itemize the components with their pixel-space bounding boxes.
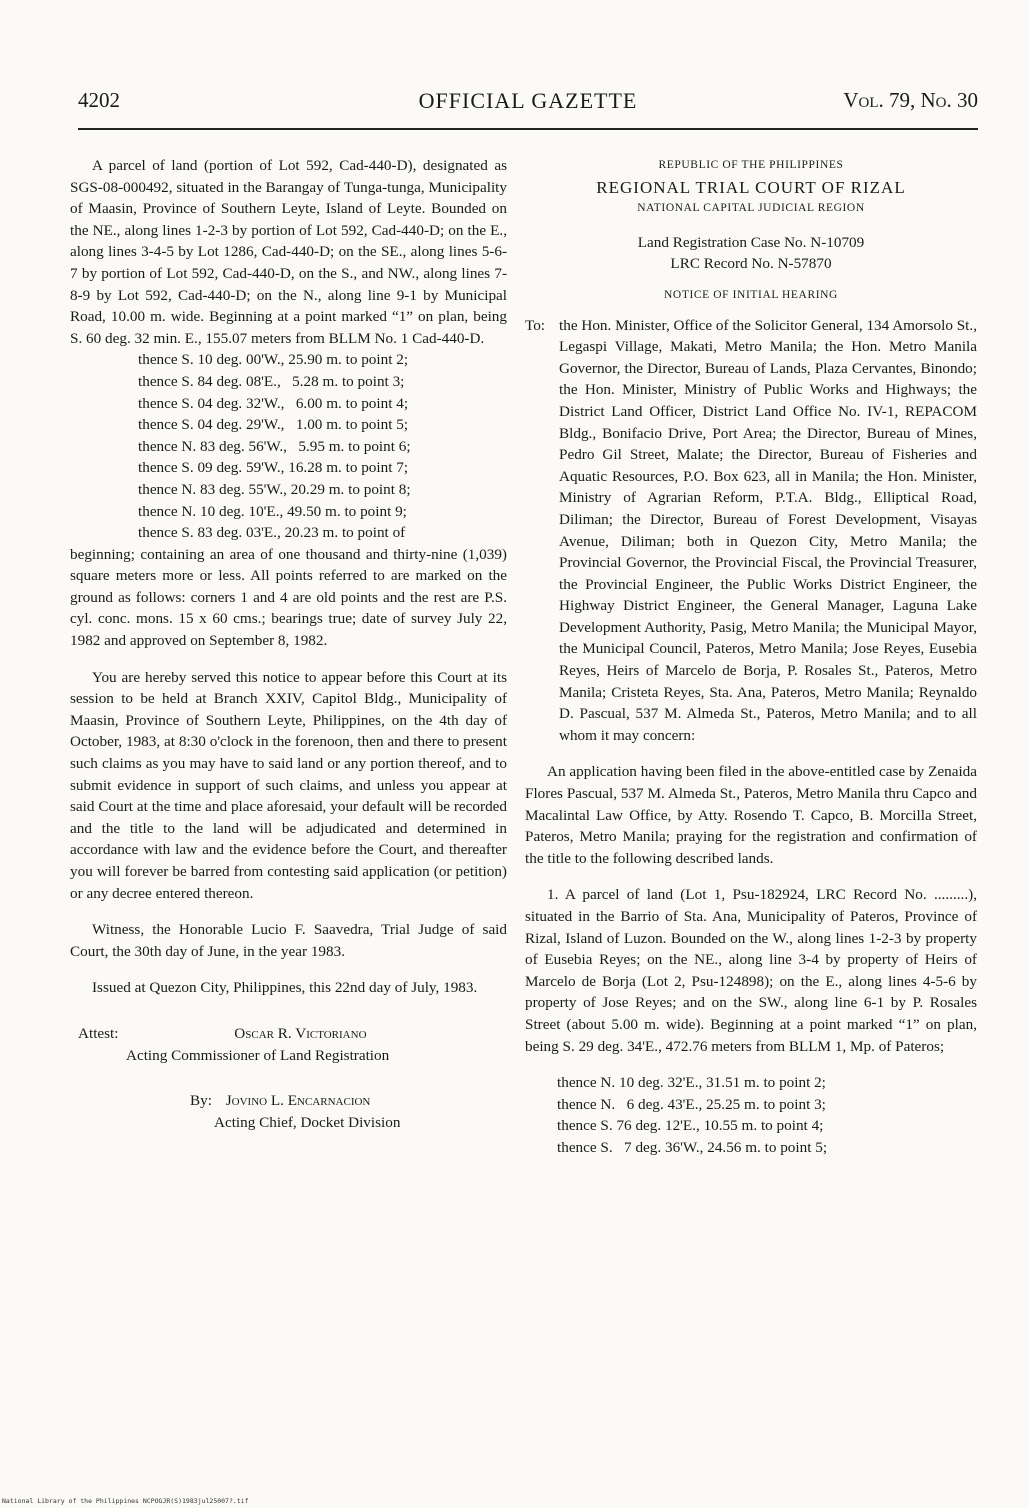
record-number: LRC Record No. N-57870 [670, 255, 832, 273]
addressees-list: the Hon. Minister, Office of the Solicitor General, 134 Amorsolo St., Legaspi Village, Makati, Metro Manila; the Hon. Metro Manila Governor, the Director, Bureau of Lands, Plaza Cervantes, Binondo; the Hon. Minister, Ministry of Public Works and Highways; the District Land Officer, District Land Office No. IV-1, REPACOM Bldg., Bonifacio Drive, Port Area; the Director, Bureau of Mines, Pedro Gil Street, Malate; the Director, Bureau of Fisheries and Aquatic Resources, P.O. Box 623, all in Manila; the Hon. Minister, Ministry of Agrarian Reform, P.T.A. Bldg., Elliptical Road, Diliman; the Director, Bureau of Forest Development, Visayas Avenue, Diliman; both in Quezon City, Metro Manila; the Provincial Governor, the Provincial Fiscal, the Provincial Treasurer, the Provincial Engineer, the Public Works District Engineer, the Highway District Engineer, the General Manager, Laguna Lake Development Authority, Pasig, Metro Manila; the Municipal Mayor, the Municipal Council, Pateros, Metro Manila; Jose Reyes, Eusebia Reyes, Heirs of Marcelo de Borja, P. Rosales St., Pateros, Metro Manila; Cristeta Reyes, Sta. Ana, Pateros, Metro Manila; Reynaldo D. Pascual, 537 M. Almeda St., Pateros, Metro Manila; and to all whom it may concern: [559, 316, 977, 744]
bearing-line: thence S. 04 deg. 29'W., 1.00 m. to point 5; [138, 416, 409, 434]
by-label: By: [190, 1092, 212, 1110]
bearing-line: thence S. 83 deg. 03'E., 20.23 m. to point of [138, 524, 406, 542]
bearing-line: thence S. 7 deg. 36'W., 24.56 m. to point 5; [557, 1138, 828, 1156]
issued-paragraph: Issued at Quezon City, Philippines, this 22nd day of July, 1983. [92, 979, 478, 997]
bearing-line: thence S. 04 deg. 32'W., 6.00 m. to point 4; [138, 394, 409, 412]
by-line [70, 1090, 507, 1112]
by-name: Jovino L. Encarnacion [225, 1092, 371, 1110]
page-number: 4202 [78, 88, 120, 112]
case-number: Land Registration Case No. N-10709 [637, 233, 865, 251]
bearing-line: thence N. 10 deg. 32'E., 31.51 m. to point 2; [557, 1074, 826, 1092]
parcel-closing: beginning; containing an area of one thousand and thirty-nine (1,039) square meters more or less. All points referred to are marked on the ground as follows: corners 1 and 4 are old points and the rest are P.S. cyl. conc. mons. 15 x 60 cms.; bearings true; date of survey July 22, 1982 and approved on September 8, 1982. [70, 545, 507, 650]
volume-number: Vol. 79, No. 30 [843, 88, 978, 112]
attest-name: Oscar R. Victoriano [234, 1024, 367, 1042]
bearing-line: thence S. 84 deg. 08'E., 5.28 m. to point 3; [138, 372, 405, 390]
bearing-line: thence S. 76 deg. 12'E., 10.55 m. to point 4; [557, 1117, 824, 1135]
bearing-line: thence S. 09 deg. 59'W., 16.28 m. to point 7; [138, 459, 409, 477]
attest-label: Attest: [78, 1024, 119, 1042]
publication-title: OFFICIAL GAZETTE [418, 88, 638, 113]
attest-line [70, 1023, 507, 1045]
attest-title: Acting Commissioner of Land Registration [126, 1046, 390, 1064]
addressees-block [525, 315, 977, 747]
scan-footer: National Library of the Philippines NCPOGJR(S)1983jul25007?.tif [2, 1497, 249, 1505]
republic-heading: REPUBLIC OF THE PHILIPPINES [658, 159, 844, 171]
left-column [70, 155, 507, 1133]
court-heading: REGIONAL TRIAL COURT OF RIZAL [596, 177, 906, 197]
application-paragraph: An application having been filed in the above-entitled case by Zenaida Flores Pascual, 537 M. Almeda St., Pateros, Metro Manila thru Capco and Macalintal Law Office, by Atty. Rosendo T. Capco, B. Morcilla Street, Pateros, Metro Manila; praying for the registration and confirmation of the title to the following described lands. [525, 763, 977, 867]
witness-paragraph: Witness, the Honorable Lucio F. Saavedra, Trial Judge of said Court, the 30th day of June, in the year 1983. [70, 921, 507, 960]
parcel-description: A parcel of land (portion of Lot 592, Cad-440-D), designated as SGS-08-000492, situated in the Barangay of Tunga-tunga, Municipality of Maasin, Province of Southern Leyte, Island of Leyte. Bounded on the NE., along lines 1-2-3 by portion of Lot 592, Cad-440-D; on the E., along lines 3-4-5 by Lot 1286, Cad-440-D; on the SE., along lines 5-6-7 by portion of Lot 592, Cad-440-D, on the S., and NW., along lines 7-8-9 by Lot 592, Cad-440-D; on the N., along line 9-1 by Municipal Road, 10.00 m. wide. Beginning at a point marked “1” on plan, being S. 60 deg. 32 min. E., 155.07 meters from BLLM No. 1 Cad-440-D. [70, 157, 507, 347]
bearing-line: thence N. 10 deg. 10'E., 49.50 m. to point 9; [138, 502, 407, 520]
by-title: Acting Chief, Docket Division [214, 1113, 401, 1131]
notice-title: NOTICE OF INITIAL HEARING [664, 288, 838, 301]
page-header [78, 88, 978, 128]
right-column [525, 155, 977, 1159]
bearing-line: thence N. 83 deg. 55'W., 20.29 m. to point 8; [138, 480, 411, 498]
bearing-line: thence S. 10 deg. 00'W., 25.90 m. to point 2; [138, 351, 409, 369]
bearing-line: thence N. 6 deg. 43'E., 25.25 m. to point 3; [557, 1095, 826, 1113]
to-label: To: [525, 316, 546, 334]
header-rule [78, 128, 978, 130]
region-heading: NATIONAL CAPITAL JUDICIAL REGION [637, 202, 865, 215]
notice-paragraph: You are hereby served this notice to appear before this Court at its session to be held at Branch XXIV, Capitol Bldg., Municipality of Maasin, Province of Southern Leyte, Philippines, on the 4th day of October, 1983, at 8:30 o'clock in the forenoon, then and there to present such claims as you may have to said land or any portion thereof, and to submit evidence in support of such claims, and unless you appear at said Court at the time and place aforesaid, your default will be recorded and the title to the land will be adjudicated and determined in accordance with law and the evidence before the Court, and thereafter you will forever be barred from contesting said application (or petition) or any decree entered thereon. [70, 668, 507, 902]
bearing-line: thence N. 83 deg. 56'W., 5.95 m. to point 6; [138, 437, 411, 455]
parcel-paragraph: 1. A parcel of land (Lot 1, Psu-182924, LRC Record No. .........), situated in the Barrio of Sta. Ana, Municipality of Pateros, Province of Rizal, Island of Luzon. Bounded on the W., along lines 1-2-3 by property of Eusebia Reyes; on the NE., along line 3-4 by property of Heirs of Marcelo de Borja (Lot 2, Psu-124898); on the E., along lines 4-5-6 by property of Jose Reyes; and on the SW., along line 6-1 by P. Rosales Street (about 5.00 m. wide). Beginning at a point marked “1” on plan, being S. 29 deg. 34'E., 472.76 meters from BLLM 1, Mp. of Pateros; [525, 886, 977, 1055]
